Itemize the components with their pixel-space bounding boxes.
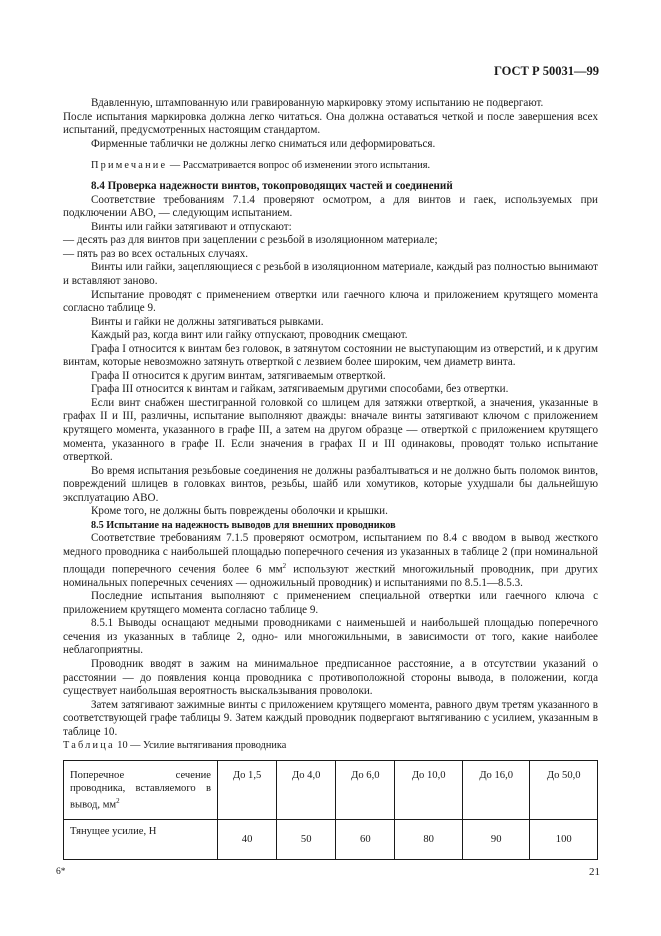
table-caption: Таблица 10 — Усилие вытягивания проводника	[63, 740, 287, 751]
paragraph: Во время испытания резьбовые соединения не должны разбалтываться и не должно быть поломок винтов, повреждений шлицев в головках винтов, резьбы, шайб или хомутиков, которые ухудшали бы дальнейшую эксплуатацию АВО.	[63, 464, 598, 504]
paragraph: Винты и гайки не должны затягиваться рывками.	[91, 315, 324, 328]
paragraph: Последние испытания выполняют с применением специальной отвертки или гаечного ключа с приложением крутящего момента согласно таблице 9.	[63, 590, 598, 616]
paragraph: Соответствие требованиям 7.1.5 проверяют осмотром, испытанием по 8.4 с вводом в вывод жесткого медного проводника с наибольшей площадью поперечного сечения из указанных в таблице 2 (при номинальной площади поперечного сечения более 6 $мм^2$ используют жесткий многожильный проводник, при других номинальных поперечных сечениях — одножильный проводник) и испытаниями по 8.5.1—8.5.3.	[63, 532, 598, 589]
table-cell: 50	[277, 820, 336, 860]
standard-code: ГОСТ Р 50031—99	[493, 64, 599, 78]
note	[63, 159, 598, 172]
pull-force-table	[63, 760, 598, 860]
table-cell: До 16,0	[462, 761, 530, 820]
table-row	[64, 820, 598, 860]
row-header-pull-force: Тянущее усилие, Н	[64, 820, 218, 860]
table-cell: До 50,0	[530, 761, 598, 820]
document-body	[63, 97, 598, 739]
paragraph: Фирменные таблички не должны легко сниматься или деформироваться.	[91, 137, 436, 150]
paragraph: Проводник вводят в зажим на минимальное предписанное расстояние, а в отсутствии указаний о расстоянии — до появления конца проводника с противоположной стороны вывода, в положении, когда существует наибольшая вероятность выскальзывания проволоки.	[63, 658, 598, 698]
paragraph: Графа I относится к винтам без головок, в затянутом состоянии не выступающим из отверстий, и к другим винтам, которые невозможно затянуть отверткой с лезвием более широким, чем диаметр винта.	[63, 342, 598, 369]
list-item: — пять раз во всех остальных случаях.	[63, 247, 249, 260]
table-cell: До 6,0	[336, 761, 395, 820]
paragraph: Винты или гайки затягивают и отпускают:	[91, 220, 292, 233]
table-cell: 80	[395, 820, 463, 860]
note-text: — Рассматривается вопрос об изменении этого испытания.	[167, 160, 431, 172]
paragraph: Графа II относится к другим винтам, затягиваемым отверткой.	[91, 369, 386, 382]
list-item: — десять раз для винтов при зацеплении с резьбой в изоляционном материале;	[63, 234, 438, 247]
table-cell: 40	[218, 820, 277, 860]
section-8-5-title: 8.5 Испытание на надежность выводов для внешних проводников	[91, 519, 396, 531]
page-number: 21	[589, 866, 600, 878]
paragraph: Испытание проводят с применением отвертки или гаечного ключа и приложением крутящего момента согласно таблице 9.	[63, 288, 598, 315]
paragraph: 8.5.1 Выводы оснащают медными проводниками с наименьшей и наибольшей площадью поперечного сечения из указанных в таблице 2, одно- или многожильными, в зависимости от того, какие наиболее неблагоприятны.	[63, 617, 598, 657]
paragraph: Графа III относится к винтам и гайкам, затягиваемым другими способами, без отвертки.	[91, 383, 509, 396]
table-cell: До 1,5	[218, 761, 277, 820]
paragraph: Кроме того, не должны быть повреждены оболочки и крышки.	[91, 505, 388, 518]
paragraph: После испытания маркировка должна легко читаться. Она должна оставаться четкой и после завершения всех испытаний, предусмотренных настоящим стандартом.	[63, 110, 598, 137]
paragraph: Соответствие требованиям 7.1.4 проверяют осмотром, а для винтов и гаек, используемых при подключении АВО, — следующим испытанием.	[63, 193, 598, 220]
paragraph: Вдавленную, штампованную или гравированную маркировку этому испытанию не подвергают.	[91, 97, 544, 109]
sheet-mark: 6*	[56, 867, 66, 877]
note-label: Примечание	[91, 160, 168, 172]
row-header-cross-section: Поперечное сечение проводника, вставляемого в вывод, $мм^2$	[64, 761, 218, 820]
paragraph: Затем затягивают зажимные винты с приложением крутящего момента, равного двум третям указанного в соответствующей графе таблицы 9. Затем каждый проводник подвергают вытягиванию с усилием, указанным в таблице 10.	[63, 698, 598, 738]
paragraph: Если винт снабжен шестигранной головкой со шлицем для затяжки отверткой, а значения, указанные в графах II и III, различны, испытание выполняют дважды: вначале винты затягивают ключом с приложением крутящего момента, указанного в графе III, а затем на другом образце — отверткой с приложением крутящего момента, указанного в графе II. Если значения в графах II и III одинаковы, проводят только испытание отверткой.	[63, 396, 598, 464]
paragraph: Винты или гайки, зацепляющиеся с резьбой в изоляционном материале, каждый раз полностью вынимают и вставляют заново.	[63, 261, 598, 288]
table-cell: 90	[462, 820, 530, 860]
table-cell: До 10,0	[395, 761, 463, 820]
table-cell: До 4,0	[277, 761, 336, 820]
table-row	[64, 761, 598, 820]
paragraph: Каждый раз, когда винт или гайку отпускают, проводник смещают.	[91, 329, 408, 342]
table-cell: 100	[530, 820, 598, 860]
table-cell: 60	[336, 820, 395, 860]
section-8-4-title: 8.4 Проверка надежности винтов, токопроводящих частей и соединений	[91, 180, 453, 193]
